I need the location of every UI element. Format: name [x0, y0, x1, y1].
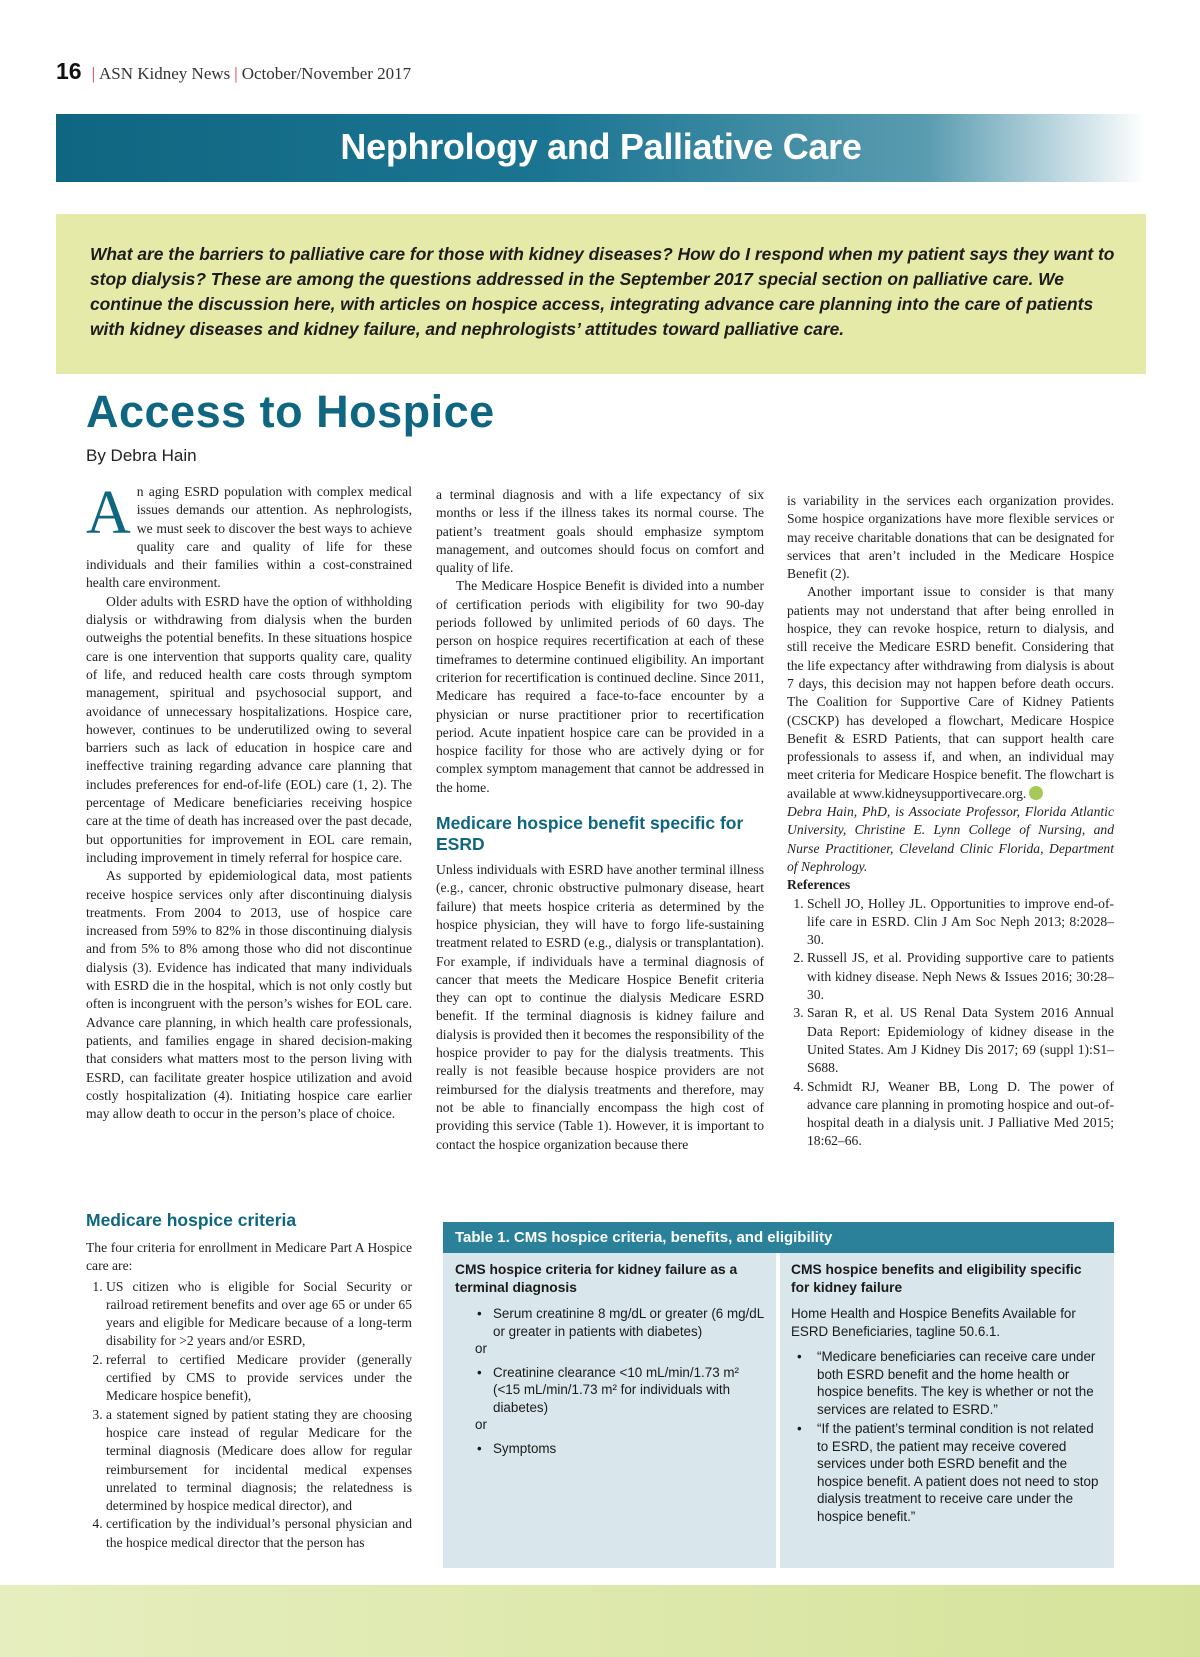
table-divider: [776, 1253, 780, 1568]
column-3: [787, 492, 1114, 1151]
paragraph: Another important issue to consider is that many patients may not understand that after being enrolled in hospice, they can revoke hospice, return to dialysis, and still receive the Medicare ESRD benefit. Considering that the life expectancy after withdrawing from dialysis is about 7 days, this decision may not happen before death occurs. The Coalition for Supportive Care of Kidney Patients (CSCKP) has developed a flowchart, Medicare Hospice Benefit & ESRD Patients, that can support health care professionals to assess if, and when, an individual may meet criteria for Medicare Hospice benefit. The flowchart is available at www.kidneysupportivecare.org.: [787, 584, 1114, 801]
paragraph: Unless individuals with ESRD have another terminal illness (e.g., cancer, chronic obstructive pulmonary disease, heart failure) that meets hospice criteria as determined by the hospice physician, they will have to forgo life-sustaining treatment related to ESRD (e.g., dialysis or transplantation). For example, if individuals have a terminal diagnosis of cancer that meets the Medicare Hospice Benefit criteria they can opt to continue the dialysis Medicare ESRD benefit. If the terminal diagnosis is kidney failure and dialysis is provided then it becomes the responsibility of the hospice provider to pay for the dialysis treatments. This really is not feasible because hospice providers are not reimbursed for the dialysis treatments and therefore, may not be able to financially encompass the high cost of providing this service (Table 1). However, it is important to contact the hospice organization because there: [436, 862, 764, 1152]
paragraph: As supported by epidemiological data, most patients receive hospice services only after discontinuing dialysis treatments. From 2004 to 2013, use of hospice care increased from 59% to 82% in those discontinuing dialysis and from 5% to 8% among those who did not discontinue dialysis (3). Evidence has indicated that many individuals with ESRD die in the hospital, which is not only costly but often is incongruent with the person’s wishes for EOL care. Advance care planning, in which health care professionals, patients, and families engage in shared decision-making that considers what matters most to the person living with ESRD, can facilitate greater hospice utilization and avoid costly hospitalization (4). Initiating hospice care earlier may allow death to occur in the person’s place of choice.: [86, 868, 412, 1122]
paragraph: a terminal diagnosis and with a life expectancy of six months or less if the illness takes its normal course. The patient’s treatment goals should emphasize symptom management, and outcomes should focus on comfort and quality of life.: [436, 487, 764, 576]
article-title: Access to Hospice: [86, 386, 495, 437]
byline: By Debra Hain: [86, 446, 197, 465]
reference-item: 2. Russell JS, et al. Providing supportive care to patients with kidney disease. Neph News & Issues 2016; 30:28–30.: [807, 949, 1114, 1004]
author-note: Debra Hain, PhD, is Associate Professor, Florida Atlantic University, Christine E. Lynn College of Nursing, and Nurse Practitioner, Cleveland Clinic Florida, Department of Nephrology.: [787, 804, 1114, 874]
or-label: or: [475, 1341, 487, 1356]
cms-criteria-table: [443, 1222, 1114, 1568]
subheading: Medicare hospice criteria: [86, 1210, 297, 1230]
column-1: [86, 479, 412, 1123]
reference-item: 3. Saran R, et al. US Renal Data System 2016 Annual Data Report: Epidemiology of kidney disease in the United States. Am J Kidney Dis 2017; 69 (suppl 1):S1–S688.: [807, 1004, 1114, 1077]
bullet-item: • “If the patient’s terminal condition is not related to ESRD, the patient may receive covered services under both ESRD benefit and the hospice benefit. A patient does not need to stop dialysis treatment to receive care under the hospice benefit.”: [791, 1420, 1103, 1525]
bullet-item: • Serum creatinine 8 mg/dL or greater (6 mg/dL or greater in patients with diabetes): [455, 1305, 767, 1340]
table-right-column: [791, 1261, 1103, 1525]
benefit-bullets: [791, 1348, 1103, 1525]
intro-box: [56, 214, 1146, 374]
criteria-list: [86, 1278, 412, 1552]
end-of-article-dot-icon: [1029, 786, 1043, 800]
bullet-item: • Creatinine clearance <10 mL/min/1.73 m² (<15 mL/min/1.73 m² for individuals with diabetes): [455, 1364, 767, 1417]
paragraph: The Medicare Hospice Benefit is divided into a number of certification periods with eligibility for two 90-day periods followed by unlimited periods of 60 days. The person on hospice requires recertification at each of these timeframes to determine continued eligibility. An important criterion for recertification is continued decline. Since 2011, Medicare has required a face-to-face encounter by a physician or nurse practitioner prior to recertification period. Acute inpatient hospice care can be provided in a hospice facility for those who are actively dying or for complex symptom management that cannot be addressed in the home.: [436, 578, 764, 795]
criteria-bullets: [455, 1305, 767, 1340]
section-title: Nephrology and Palliative Care: [340, 126, 862, 167]
separator: |: [91, 64, 95, 83]
table-intro-text: Home Health and Hospice Benefits Available for ESRD Beneficiaries, tagline 50.6.1.: [791, 1306, 1076, 1339]
bottom-decorative-band: [0, 1585, 1200, 1657]
drop-cap: A: [86, 479, 131, 547]
column-2: [436, 486, 764, 1154]
table-column-header: CMS hospice criteria for kidney failure as a terminal diagnosis: [455, 1262, 738, 1295]
bullet-item: • “Medicare beneficiaries can receive care under both ESRD benefit and the home health or hospice benefits. The key is whether or not the services are related to ESRD.”: [791, 1348, 1103, 1418]
paragraph: An aging ESRD population with complex medical issues demands our attention. As nephrologists, we must seek to discover the best ways to achieve quality care and quality of life for these individuals and their families within a cost-constrained health care environment.: [86, 479, 412, 591]
issue-date: October/November 2017: [241, 64, 412, 83]
criteria-bullets: [455, 1364, 767, 1417]
running-header: [56, 58, 411, 85]
list-item: 3. a statement signed by patient stating they are choosing hospice care instead of regular Medicare for the terminal diagnosis (Medicare does allow for regular reimbursement for incidental medical expenses unrelated to terminal diagnosis; the relatedness is determined by hospice medical director), and: [106, 1406, 412, 1516]
or-label: or: [475, 1417, 487, 1432]
subheading: Medicare hospice benefit specific for ESRD: [436, 813, 744, 855]
table-title: Table 1. CMS hospice criteria, benefits, and eligibility: [443, 1222, 1114, 1253]
table-left-column: [455, 1261, 767, 1457]
publication-name: ASN Kidney News: [99, 64, 231, 83]
list-item: 2. referral to certified Medicare provider (generally certified by CMS to provide services under the Medicare hospice benefit),: [106, 1351, 412, 1406]
criteria-bullets: [455, 1440, 767, 1458]
reference-item: 4. Schmidt RJ, Weaner BB, Long D. The power of advance care planning in promoting hospice and out-of-hospital death in a dialysis unit. J Palliative Med 2015; 18:62–66.: [807, 1078, 1114, 1151]
list-item: 1. US citizen who is eligible for Social Security or railroad retirement benefits and over age 65 or under 65 years and eligible for Medicare because of a long-term disability for >2 years and/or ESRD,: [106, 1278, 412, 1351]
paragraph: is variability in the services each organization provides. Some hospice organizations have more flexible services or may receive charitable donations that can be designated for services that aren’t included in the Medicare Hospice Benefit (2).: [787, 493, 1114, 582]
references-list: [787, 895, 1114, 1151]
reference-item: 1. Schell JO, Holley JL. Opportunities to improve end-of-life care in ESRD. Clin J Am Soc Neph 2013; 8:2028–30.: [807, 895, 1114, 950]
references-heading: References: [787, 877, 851, 893]
paragraph: The four criteria for enrollment in Medicare Part A Hospice care are:: [86, 1240, 412, 1274]
page-number: 16: [56, 58, 82, 84]
paragraph: Older adults with ESRD have the option of withholding dialysis or withdrawing from dialysis when the burden outweighs the potential benefits. In these situations hospice care is one intervention that supports quality care, quality of life, and reduced health care costs through symptom management, spiritual and psychosocial support, and avoidance of unnecessary hospitalizations. Hospice care, however, continues to be underutilized owing to several barriers such as lack of education in hospice care and ineffective training regarding advance care planning that includes preferences for end-of-life (EOL) care (1, 2). The percentage of Medicare beneficiaries receiving hospice care at the time of death has increased over the past decade, but opportunities for improvement in EOL care remain, including improvement in timely referral for hospice care.: [86, 593, 412, 865]
table-column-header: CMS hospice benefits and eligibility specific for kidney failure: [791, 1262, 1082, 1295]
medicare-hospice-criteria-section: [86, 1210, 412, 1552]
list-item: 4. certification by the individual’s personal physician and the hospice medical director that the person has: [106, 1515, 412, 1552]
section-banner: [56, 114, 1146, 182]
bullet-item: • Symptoms: [455, 1440, 767, 1458]
intro-text: What are the barriers to palliative care for those with kidney diseases? How do I respond when my patient says they want to stop dialysis? These are among the questions addressed in the September 2017 special section on palliative care. We continue the discussion here, with articles on hospice access, integrating advance care planning into the care of patients with kidney diseases and kidney failure, and nephrologists’ attitudes toward palliative care.: [90, 244, 1115, 339]
separator: |: [234, 64, 238, 83]
